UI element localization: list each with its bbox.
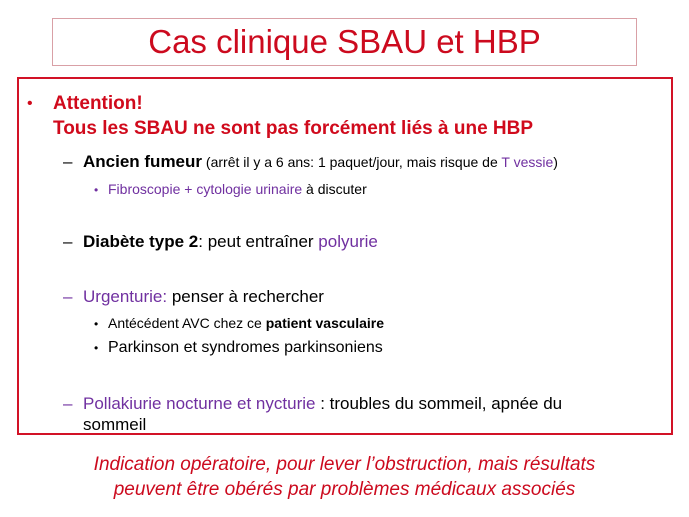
dash-marker: – (63, 232, 73, 251)
slide-title: Cas clinique SBAU et HBP (148, 23, 541, 60)
fumeur-t-vessie: T vessie (501, 154, 554, 170)
diabete-text: : peut entraîner (198, 232, 319, 251)
pollakiurie-text: : troubles du sommeil, apnée du (315, 394, 563, 413)
item-pollakiurie-continued (83, 414, 146, 436)
fumeur-text-c: ) (553, 154, 558, 170)
dash-marker: – (63, 287, 73, 306)
footer-line-2: peuvent être obérés par problèmes médicaux associés (113, 479, 576, 500)
footer-line-1: Indication opératoire, pour lever l’obstruction, mais résultats (93, 454, 596, 475)
sub-item-fibroscopie (94, 180, 367, 199)
sub-bullet: • (94, 317, 99, 331)
fibroscopie-suffix: à discuter (302, 181, 367, 197)
diabete-polyurie: polyurie (318, 232, 378, 251)
pollakiurie-label: Pollakiurie nocturne et nycturie (83, 394, 316, 413)
urgenturie-label: Urgenturie: (83, 287, 168, 306)
item-diabete (63, 231, 378, 253)
dash-marker: – (63, 394, 73, 413)
fumeur-text-a: (arrêt il y a 6 ans: 1 paquet/jour, mais risque de (202, 154, 502, 170)
item-pollakiurie (63, 393, 562, 415)
sub-bullet: • (94, 341, 99, 355)
footer-note (0, 452, 689, 502)
sub-bullet: • (94, 183, 99, 197)
item-ancien-fumeur (63, 151, 558, 173)
title-box (52, 18, 637, 66)
fumeur-label: Ancien fumeur (83, 152, 203, 171)
sub-item-avc (94, 314, 384, 333)
pollakiurie-text-2: sommeil (83, 415, 147, 434)
item-urgenturie (63, 286, 324, 308)
content-box (17, 77, 673, 435)
urgenturie-text: penser à rechercher (167, 287, 324, 306)
dash-marker: – (63, 152, 73, 171)
attention-line-1: Attention! (53, 93, 143, 114)
avc-text: Antécédent AVC chez ce (108, 315, 266, 331)
sub-item-parkinson (94, 338, 383, 358)
attention-bullet: • (27, 95, 33, 112)
parkinson-text: Parkinson et syndromes parkinsoniens (108, 339, 383, 356)
fibroscopie-text: Fibroscopie + cytologie urinaire (108, 181, 303, 197)
attention-line-2: Tous les SBAU ne sont pas forcément liés à une HBP (53, 118, 534, 139)
avc-bold: patient vasculaire (265, 315, 385, 331)
diabete-label: Diabète type 2 (83, 232, 199, 251)
